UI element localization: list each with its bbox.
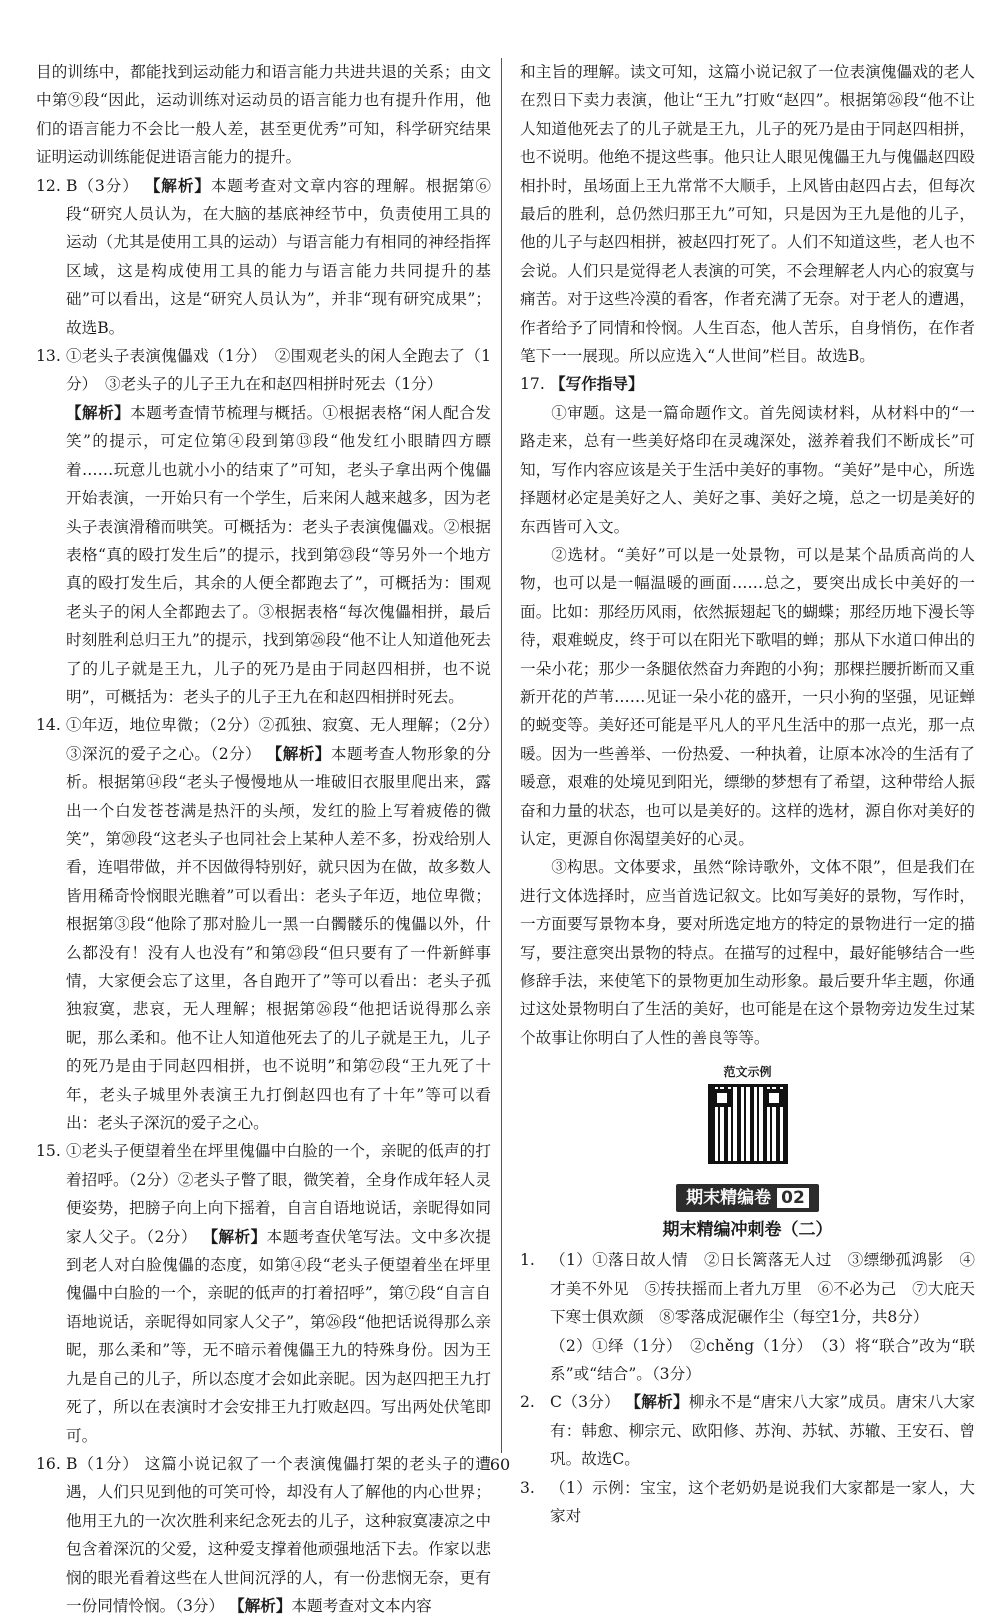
analysis-text: 本题考查对文本内容 [291, 1596, 432, 1615]
question-number: 12. [36, 176, 61, 195]
question-number: 13. [36, 347, 61, 366]
answer-line-1: （1）①落日故人情 ②日长篱落无人过 ③缥缈孤鸿影 ④才美不外见 ⑤抟扶摇而上者九万里 ⑥不必为己 ⑦大庇天下寒士俱欢颜 ⑧零落成泥碾作尘（每空1分，共8分） [550, 1251, 975, 1327]
writing-guide-tag: 【写作指导】 [550, 374, 644, 394]
writing-guide-p1: ①审题。这是一篇命题作文。首先阅读材料，从材料中的“一路走来，总有一些美好烙印在灵魂深处，滋养着我们不断成长”可知，写作内容应该是关于生活中美好的事物。“美好”是中心，所选择题材必定是美好之人、美好之事、美好之境，总之一切是美好的东西皆可入文。 [520, 403, 975, 536]
analysis-tag: 【解析】 [66, 402, 131, 422]
question-number: 14. [36, 716, 61, 735]
answer: B（1分） [66, 1454, 139, 1473]
question-number: 1. [520, 1251, 535, 1270]
banner-text: 期末精编卷 [686, 1187, 772, 1208]
question-15 [36, 1137, 491, 1449]
question-13 [36, 342, 491, 711]
qr-label: 范文示例 [723, 1065, 772, 1080]
analysis-tag: 【解析】 [202, 1226, 267, 1246]
analysis-tag: 【解析】 [144, 175, 211, 195]
answer: ①老头子便望着坐在坪里傀儡中白脸的一个，亲昵的低声的打着招呼。（2分）②老头子瞥了眼，微笑着，全身作成年轻人灵便姿势，把膀子向上向下摇着，自言自语地说话，亲昵得如同家人父子。（2分） [66, 1142, 491, 1246]
analysis-tag: 【解析】 [229, 1595, 292, 1615]
question-number: 16. [36, 1454, 61, 1473]
analysis-tag: 【解析】 [625, 1392, 689, 1412]
section-subtitle: 期末精编冲刺卷（二） [662, 1220, 833, 1241]
question-17 [520, 370, 975, 398]
answer: C（3分） [550, 1393, 621, 1412]
question-14 [36, 711, 491, 1137]
answer: ①老头子表演傀儡戏（1分） ②围观老头的闲人全跑去了（1分） ③老头子的儿子王九在和赵四相拼时死去（1分） [66, 347, 491, 394]
question-number: 15. [36, 1142, 61, 1161]
answer-text: 这篇小说记叙了一个表演傀儡打架的老头子的遭遇，人们只见到他的可笑可怜，却没有人了解他的内心世界；他用王九的一次次胜利来纪念死去的儿子，这种寂寞凄凉之中包含着深沉的父爱，这种爱支撑着他顽强地活下去。作家以悲悯的眼光看着这些在人世间沉浮的人，有一份悲悯无奈，更有一份同情怜悯。（3分） [66, 1454, 491, 1615]
analysis-text: 柳永不是“唐宋八大家”成员。唐宋八大家有：韩愈、柳宗元、欧阳修、苏洵、苏轼、苏辙、王安石、曾巩。故选C。 [550, 1393, 975, 1469]
answer: ①年迈，地位卑微；（2分）②孤独、寂寞、无人理解；（2分）③深沉的爱子之心。（2分） [66, 716, 491, 763]
question-number: 17. [520, 375, 545, 394]
qr-code-icon[interactable] [708, 1084, 788, 1164]
page-number: 60 [489, 1455, 511, 1474]
answer-1 [520, 1246, 975, 1388]
analysis-text: 本题考查伏笔写法。文中多次提到老人对白脸傀儡的态度，如第④段“老头子便望着坐在坪里傀儡中白脸的一个，亲昵的低声的打着招呼”，第⑦段“自言自语地说话，亲昵得如同家人父子”，第㉖段“他把话说得那么亲昵，那么柔和”等，无不暗示着傀儡王九的特殊身份。因为王九是自己的儿子，所以态度才会如此亲昵。因为赵四把王九打死了，所以在表演时才会安排王九打败赵四。写出两处伏笔即可。 [66, 1227, 491, 1445]
banner-number: 02 [777, 1188, 809, 1208]
column-divider [501, 58, 502, 1453]
section-banner [676, 1184, 819, 1212]
answer-text: （1）示例：宝宝，这个老奶奶是说我们大家都是一家人，大家对 [550, 1478, 975, 1526]
question-number: 3. [520, 1478, 535, 1497]
left-column [36, 58, 491, 1620]
question-number: 2. [520, 1393, 535, 1412]
analysis-text: 本题考查人物形象的分析。根据第⑭段“老头子慢慢地从一堆破旧衣服里爬出来，露出一个白发苍苍满是热汗的头颅，发红的脸上写着疲倦的微笑”，第⑳段“这老头子也同社会上某种人差不多，扮戏给别人看，连唱带做，并不因做得特别好，就只因为在做，故多数人皆用稀奇怜悯眼光瞧着”可以看出：老头子年迈，地位卑微；根据第③段“他除了那对脸儿一黑一白髑髅乐的傀儡以外，什么都没有！没有人也没有”和第㉓段“但只要有了一件新鲜事情，大家便会忘了这里，各自跑开了”等可以看出：老头子孤独寂寞，悲哀，无人理解；根据第㉖段“他把话说得那么亲昵，那么柔和。他不让人知道他死去了的儿子就是王九，儿子的死乃是由于同赵四相拼，也不说明”和第㉗段“王九死了十年，老头子城里外表演王九打倒赵四也有了十年”等可以看出：老头子深沉的爱子之心。 [66, 744, 491, 1133]
right-column [520, 58, 975, 1531]
question-16 [36, 1450, 491, 1620]
answer-line-2: （2）①绎（1分） ②chěng（1分） （3）将“联合”改为“联系”或“结合”。（3分） [550, 1336, 975, 1384]
analysis-text: 本题考查对文章内容的理解。根据第⑥段“研究人员认为，在大脑的基底神经节中，负责使用工具的运动（尤其是使用工具的运动）与语言能力有相同的神经指挥区域，这是构成使用工具的能力与语言能力共同提升的基础”可以看出，这是“研究人员认为”，并非“现有研究成果”；故选B。 [66, 176, 491, 337]
answer: B（3分） [66, 176, 139, 195]
answer-3 [520, 1474, 975, 1531]
intro-paragraph: 目的训练中，都能找到运动能力和语言能力共进共退的关系；由文中第⑨段“因此，运动训练对运动员的语言能力也有提升作用，他们的语言能力不会比一般人差，甚至更优秀”可知，科学研究结果证明运动训练能促进语言能力的提升。 [36, 63, 491, 167]
question-12 [36, 172, 491, 342]
analysis-tag: 【解析】 [266, 743, 331, 763]
writing-guide-p3: ③构思。文体要求，虽然“除诗歌外，文体不限”，但是我们在进行文体选择时，应当首选记叙文。比如写美好的景物，写作时，一方面要写景物本身，要对所选定地方的特定的景物进行一定的描写，要注意突出景物的特点。在描写的过程中，最好能够结合一些修辞手法，来使笔下的景物更加生动形象。最后要升华主题，你通过这处景物明白了生活的美好，也可能是在这个景物旁边发生过某个故事让你明白了人性的善良等等。 [520, 858, 975, 1047]
sample-essay-block [520, 1064, 975, 1244]
question-16-continued: 和主旨的理解。读文可知，这篇小说记叙了一位表演傀儡戏的老人在烈日下卖力表演，他让“王九”打败“赵四”。根据第㉖段“他不让人知道他死去了的儿子就是王九，儿子的死乃是由于同赵四相拼，也不说明。他绝不提这些事。他只让人眼见傀儡王九与傀儡赵四殴相扑时，虽场面上王九常常不大顺手，上风皆由赵四占去，但每次最后的胜利，总仍然归那王九”可知，只是因为王九是他的儿子，他的儿子与赵四相拼，被赵四打死了。人们不知道这些，老人也不会说。人们只是觉得老人表演的可笑，不会理解老人内心的寂寞与痛苦。对于这些冷漠的看客，作者充满了无奈。对于老人的遭遇，作者给予了同情和怜悯。人生百态，他人苦乐，自身悄伤，在作者笔下一一展现。所以应选入“人世间”栏目。故选B。 [520, 63, 975, 366]
writing-guide-p2: ②选材。“美好”可以是一处景物，可以是某个品质高尚的人物，也可以是一幅温暖的画面……总之，要突出成长中美好的一面。比如：那经历风雨，依然振翅起飞的蝴蝶；那经历地下漫长等待，艰难蜕皮，终于可以在阳光下歌唱的蝉；那从下水道口伸出的一朵小花；那少一条腿依然奋力奔跑的小狗；那棵拦腰折断而又重新开花的芦苇……见证一朵小花的盛开，一只小狗的坚强，见证蝉的蜕变等。美好还可能是平凡人的平凡生活中的那一点光，那一点暖。因为一些善举、一份热爱、一种执着，让原本冰冷的生活有了暖意，艰难的处境见到阳光，缥缈的梦想有了希望，这种带给人振奋和力量的状态，也可以是美好的。这样的选材，源自你对美好的认定，更源自你渴望美好的心灵。 [520, 545, 975, 848]
analysis-text: 本题考查情节梳理与概括。①根据表格“闲人配合发笑”的提示，可定位第④段到第⑬段“他发红小眼睛四方瞟着……玩意儿也就小小的结束了”可知，老头子拿出两个傀儡开始表演，一开始只有一个学生，后来闲人越来越多，因为老头子表演滑稽而哄笑。可概括为：老头子表演傀儡戏。②根据表格“真的殴打发生后”的提示，找到第㉓段“等另外一个地方真的殴打发生后，其余的人便全都跑去了”，可概括为：围观老头子的闲人全都跑去了。③根据表格“每次傀儡相拼，最后时刻胜利总归王九”的提示，找到第㉖段“他不让人知道他死去了的儿子就是王九，儿子的死乃是由于同赵四相拼，也不说明”，可概括为：老头子的儿子王九在和赵四相拼时死去。 [66, 403, 491, 706]
